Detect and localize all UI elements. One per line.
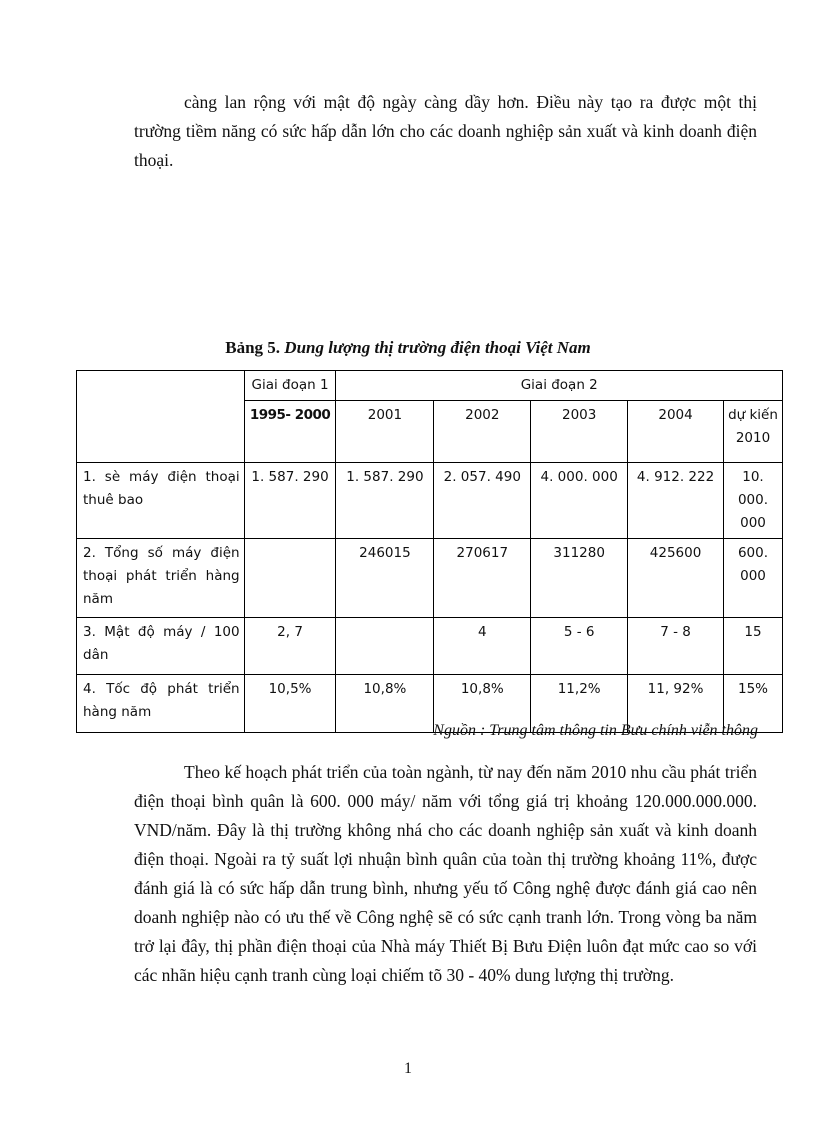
- table-cell: 15: [724, 618, 783, 675]
- table-cell: 10,8%: [336, 675, 434, 733]
- table-cell: 600. 000: [724, 539, 783, 618]
- market-table: [76, 370, 783, 733]
- table-cell: 10,8%: [434, 675, 531, 733]
- table-cell: 2, 7: [244, 618, 336, 675]
- table-caption-title: Dung lượng thị trường điện thoại Việt Nam: [284, 338, 591, 357]
- table-cell: 1. 587. 290: [336, 463, 434, 539]
- row-label: 4. Tốc độ phát triển hàng năm: [77, 675, 245, 733]
- table-header-row-phase: [77, 371, 783, 401]
- table-cell: 270617: [434, 539, 531, 618]
- table-row: [77, 463, 783, 539]
- table-cell: 4. 912. 222: [628, 463, 724, 539]
- year-header: 2003: [531, 401, 628, 463]
- year-header: 2004: [628, 401, 724, 463]
- table-cell: 10. 000. 000: [724, 463, 783, 539]
- table-caption-label: Bảng 5.: [225, 338, 281, 357]
- table-corner-cell: [77, 371, 245, 463]
- year-header: 2001: [336, 401, 434, 463]
- page-number: 1: [404, 1060, 412, 1077]
- intro-paragraph: [134, 88, 757, 175]
- row-label: 3. Mật độ máy / 100 dân: [77, 618, 245, 675]
- table-cell: 1. 587. 290: [244, 463, 336, 539]
- table-cell: 2. 057. 490: [434, 463, 531, 539]
- table-source: Nguồn : Trung tâm thông tin Bưu chính viễn thông: [433, 722, 758, 739]
- phase1-header: Giai đoạn 1: [244, 371, 336, 401]
- table-cell: 5 - 6: [531, 618, 628, 675]
- table-cell: 11,2%: [531, 675, 628, 733]
- row-label: 1. sè máy điện thoại thuê bao: [77, 463, 245, 539]
- table-row: [77, 618, 783, 675]
- table-cell: 4. 000. 000: [531, 463, 628, 539]
- table-caption: [0, 338, 816, 358]
- year-header: 1995- 2000: [244, 401, 336, 463]
- table-cell: 10,5%: [244, 675, 336, 733]
- table-cell: 7 - 8: [628, 618, 724, 675]
- year-header: dự kiến 2010: [724, 401, 783, 463]
- table-cell: 311280: [531, 539, 628, 618]
- phase2-header: Giai đoạn 2: [336, 371, 783, 401]
- table-cell: 4: [434, 618, 531, 675]
- table-cell: 425600: [628, 539, 724, 618]
- table-row: [77, 539, 783, 618]
- table-cell: 15%: [724, 675, 783, 733]
- row-label: 2. Tổng số máy điện thoại phát triển hàng năm: [77, 539, 245, 618]
- intro-paragraph-text: càng lan rộng với mật độ ngày càng dầy hơn. Điều này tạo ra được một thị trường tiềm năng có sức hấp dẫn lớn cho các doanh nghiệp sản xuất và kinh doanh điện thoại.: [134, 92, 757, 170]
- year-header: 2002: [434, 401, 531, 463]
- table-cell: [336, 618, 434, 675]
- body-paragraph: [134, 758, 757, 990]
- table-cell: 11, 92%: [628, 675, 724, 733]
- table-cell: 246015: [336, 539, 434, 618]
- table-cell: [244, 539, 336, 618]
- body-paragraph-text: Theo kế hoạch phát triển của toàn ngành, từ nay đến năm 2010 nhu cầu phát triển điện thoại bình quân là 600. 000 máy/ năm với tổng giá trị khoảng 120.000.000.000. VND/năm. Đây là thị trường không nhá cho các doanh nghiệp sản xuất và kinh doanh điện thoại. Ngoài ra tỷ suất lợi nhuận bình quân của toàn thị trường khoảng 11%, được đánh giá là có sức hấp dẫn trung bình, nhưng yếu tố Công nghệ được đánh giá cao nên doanh nghiệp nào có ưu thế về Công nghệ sẽ có sức cạnh tranh lớn. Trong vòng ba năm trở lại đây, thị phần điện thoại của Nhà máy Thiết Bị Bưu Điện luôn đạt mức cao so với các nhãn hiệu cạnh tranh cùng loại chiếm tõ 30 - 40% dung lượng thị trường.: [134, 762, 757, 985]
